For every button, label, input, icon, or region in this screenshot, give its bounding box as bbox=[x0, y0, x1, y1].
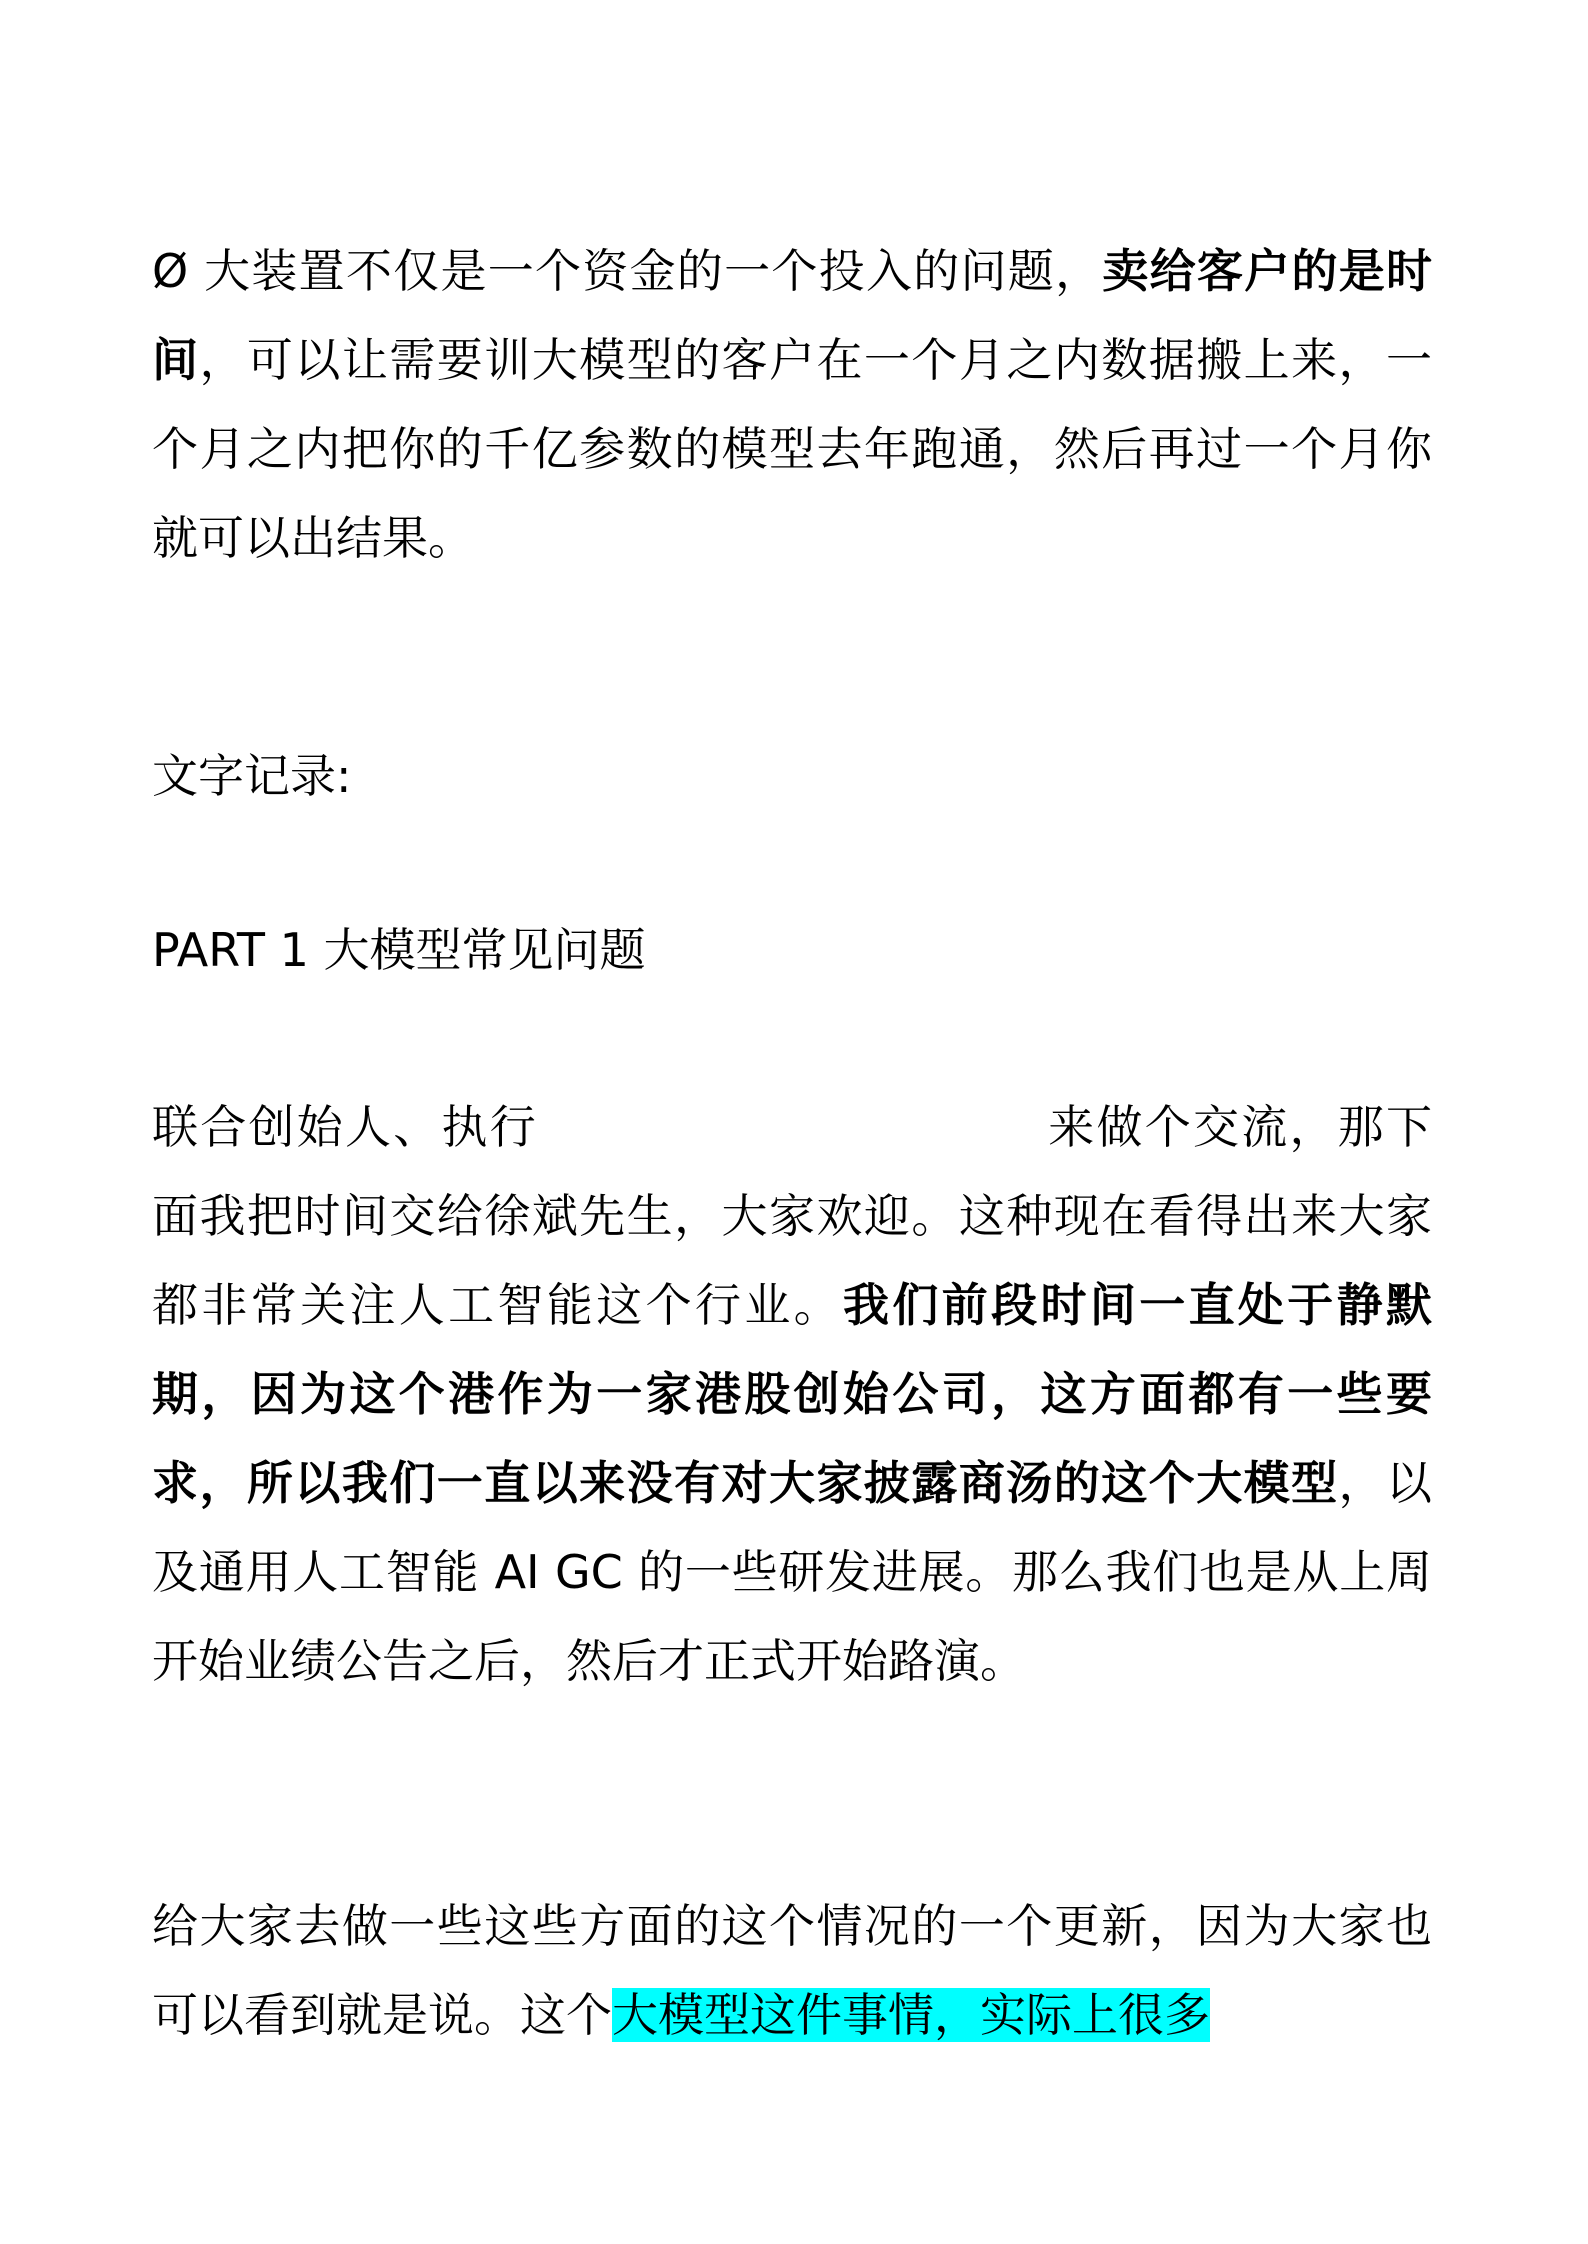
paragraph-text: ，以及通用人工智能 AI GC 的一些研发进展。那么我们也是从上周开始业绩公告之后，然后才正式开始路演。 bbox=[152, 1456, 1433, 1688]
paragraph-text: 大装置不仅是一个资金的一个投入的问题， bbox=[188, 244, 1103, 298]
highlighted-text: 大模型这件事情，实际上很多 bbox=[612, 1988, 1210, 2042]
summary-paragraph bbox=[152, 227, 1432, 583]
bold-emphasis: 卖给客户的是时间 bbox=[152, 244, 1433, 387]
paragraph-text: 来做个交流，那下面我把时间交给徐斌先生，大家欢迎。这种现在看得出来大家都非常关注人工智能这个行业。 bbox=[152, 1100, 1432, 1332]
bullet-marker: Ø bbox=[152, 244, 189, 298]
paragraph-text: 给大家去做一些这些方面的这个情况的一个更新，因为大家也可以看到就是说。这个 bbox=[152, 1899, 1432, 2042]
paragraph-text: 联合创始人、执行 bbox=[152, 1100, 538, 1154]
transcript-paragraph bbox=[152, 1882, 1432, 2060]
paragraph-text: ，可以让需要训大模型的客户在一个月之内数据搬上来，一个月之内把你的千亿参数的模型去年跑通，然后再过一个月你就可以出结果。 bbox=[152, 333, 1433, 565]
transcript-paragraph bbox=[152, 1083, 1432, 1706]
records-label: 文字记录: bbox=[152, 749, 352, 803]
bold-emphasis: 我们前段时间一直处于静默期，因为这个港作为一家港股创始公司，这方面都有一些要求，所以我们一直以来没有对大家披露商汤的这个大模型 bbox=[152, 1278, 1433, 1510]
section-heading: PART 1 大模型常见问题 bbox=[152, 923, 646, 977]
